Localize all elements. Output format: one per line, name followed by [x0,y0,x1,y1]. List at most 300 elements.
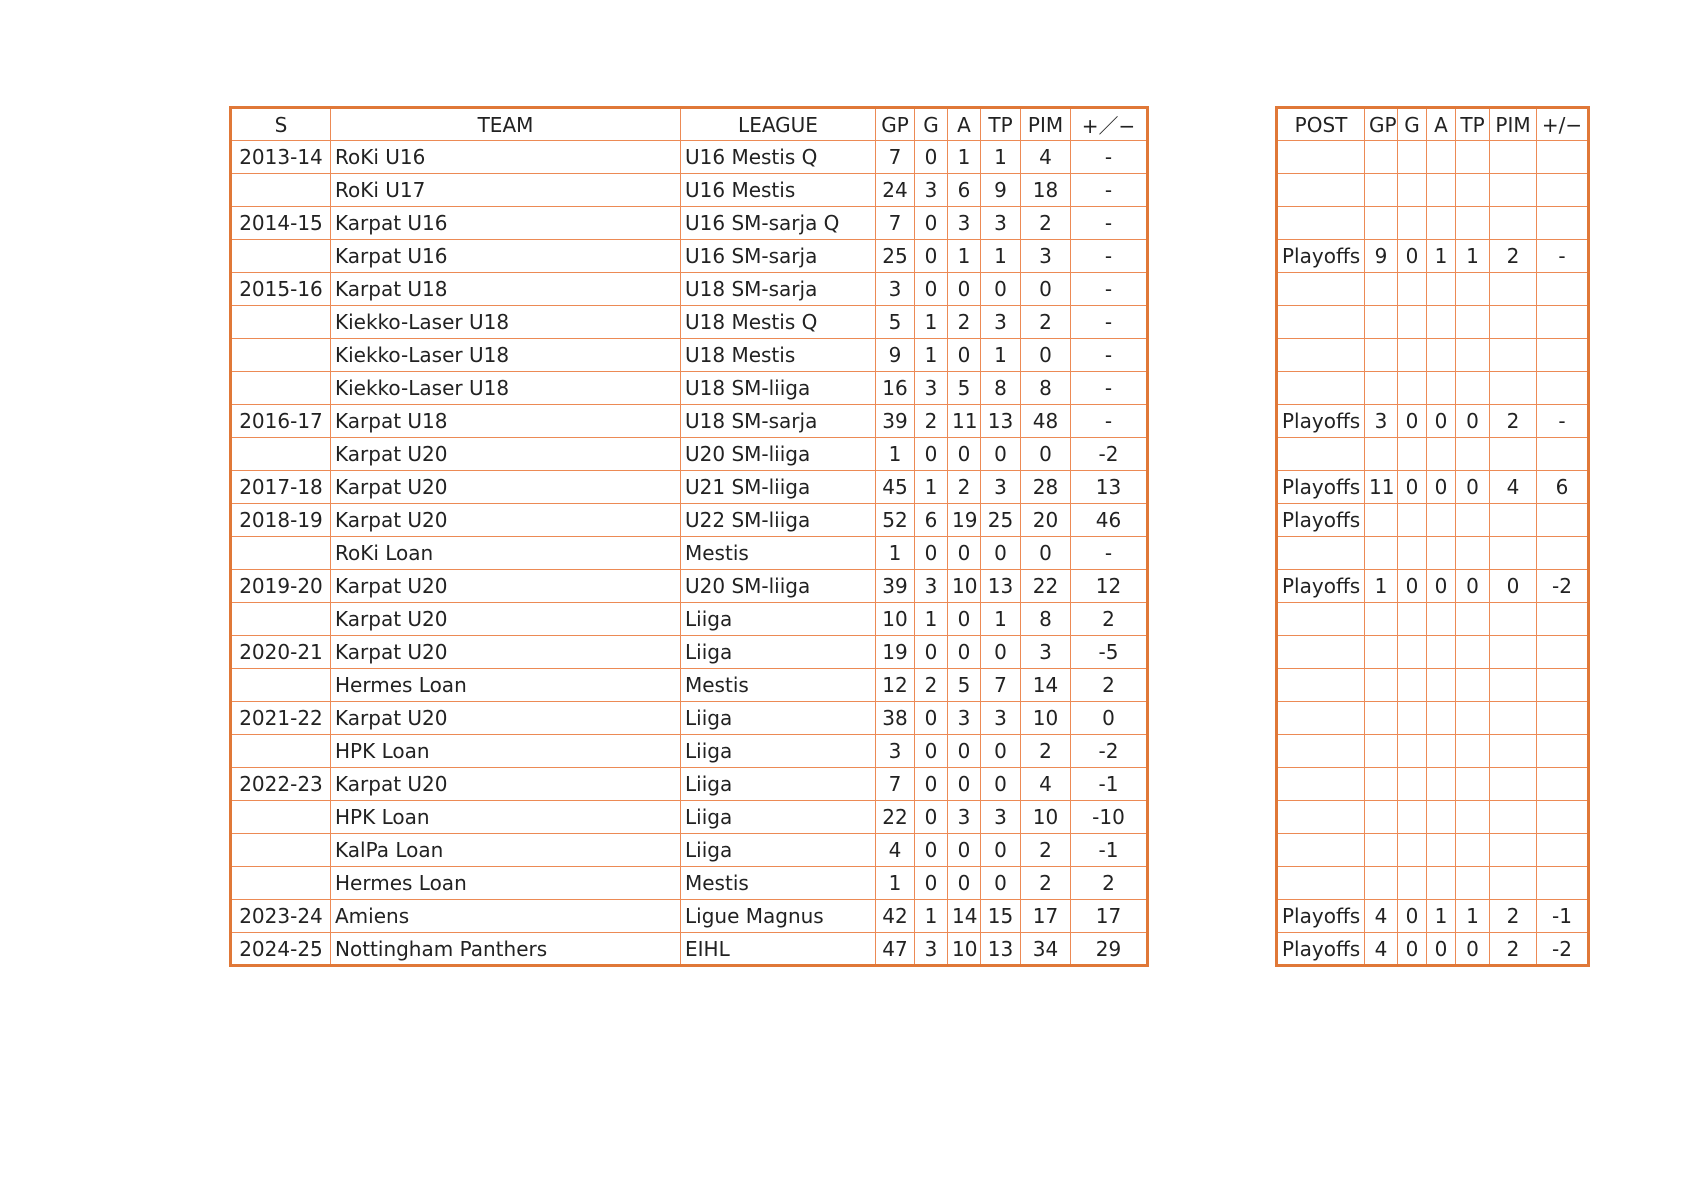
table-row [1277,174,1589,207]
cell-a [1427,735,1456,768]
cell-g: 0 [915,240,948,273]
cell-pim: 10 [1021,702,1071,735]
table-row [231,834,1148,867]
cell-s [231,669,331,702]
cell-pim: 3 [1021,636,1071,669]
cell-g: 0 [1398,900,1427,933]
cell-a: 5 [948,669,981,702]
cell-plus-minus: -10 [1071,801,1148,834]
cell-gp: 1 [876,438,915,471]
cell-pim: 0 [1021,273,1071,306]
cell-a [1427,636,1456,669]
cell-post [1277,537,1365,570]
cell-s [231,735,331,768]
postseason-table [1275,106,1590,967]
cell-gp [1365,306,1398,339]
cell-gp: 7 [876,141,915,174]
cell-tp [1456,669,1490,702]
cell-pim: 20 [1021,504,1071,537]
cell-team: Karpat U16 [331,207,681,240]
cell-tp: 0 [981,438,1021,471]
cell-tp: 9 [981,174,1021,207]
cell-gp [1365,735,1398,768]
cell-plus-minus [1537,174,1589,207]
cell-g [1398,339,1427,372]
cell-tp: 13 [981,933,1021,966]
cell-gp: 47 [876,933,915,966]
table-row [1277,768,1589,801]
cell-g: 1 [915,339,948,372]
cell-pim: 2 [1021,834,1071,867]
cell-a [1427,174,1456,207]
cell-post: Playoffs [1277,405,1365,438]
header-g: G [1398,108,1427,141]
table-row [231,306,1148,339]
cell-g [1398,504,1427,537]
table-row [1277,603,1589,636]
cell-s [231,867,331,900]
cell-plus-minus [1537,537,1589,570]
table-row [1277,801,1589,834]
cell-plus-minus: - [1071,273,1148,306]
cell-g [1398,273,1427,306]
cell-tp [1456,801,1490,834]
cell-s: 2018-19 [231,504,331,537]
cell-league: Mestis [681,867,876,900]
cell-pim: 34 [1021,933,1071,966]
cell-plus-minus [1537,141,1589,174]
cell-pim [1490,867,1537,900]
header-post: POST [1277,108,1365,141]
cell-g: 0 [1398,570,1427,603]
cell-post: Playoffs [1277,504,1365,537]
cell-pim: 2 [1490,405,1537,438]
table-row [231,207,1148,240]
cell-league: U18 SM-sarja [681,405,876,438]
cell-tp: 7 [981,669,1021,702]
cell-a: 0 [948,768,981,801]
table-row [1277,471,1589,504]
cell-pim [1490,801,1537,834]
table-row [1277,636,1589,669]
cell-team: KalPa Loan [331,834,681,867]
cell-a: 0 [1427,933,1456,966]
table-row [1277,273,1589,306]
table-row [1277,372,1589,405]
table-row [231,240,1148,273]
cell-post [1277,735,1365,768]
cell-post [1277,702,1365,735]
cell-gp [1365,273,1398,306]
cell-pim [1490,669,1537,702]
cell-a [1427,438,1456,471]
cell-s: 2019-20 [231,570,331,603]
cell-pim [1490,141,1537,174]
table-row [231,768,1148,801]
cell-league: U16 SM-sarja Q [681,207,876,240]
cell-gp: 25 [876,240,915,273]
cell-gp [1365,768,1398,801]
cell-tp [1456,207,1490,240]
cell-team: Karpat U20 [331,702,681,735]
cell-s [231,834,331,867]
table-row [231,867,1148,900]
cell-tp: 3 [981,207,1021,240]
cell-post [1277,834,1365,867]
cell-team: HPK Loan [331,735,681,768]
cell-a [1427,306,1456,339]
cell-league: U18 Mestis Q [681,306,876,339]
header-tp: TP [981,108,1021,141]
cell-post [1277,438,1365,471]
cell-tp [1456,702,1490,735]
cell-plus-minus: 12 [1071,570,1148,603]
cell-gp [1365,636,1398,669]
table-row [231,273,1148,306]
cell-tp: 0 [981,537,1021,570]
cell-plus-minus: 17 [1071,900,1148,933]
table-row [231,801,1148,834]
table-row [231,900,1148,933]
cell-g: 3 [915,933,948,966]
cell-pim: 0 [1021,339,1071,372]
cell-post [1277,207,1365,240]
cell-gp: 11 [1365,471,1398,504]
cell-g [1398,834,1427,867]
table-row [231,174,1148,207]
cell-tp: 0 [981,768,1021,801]
cell-gp [1365,504,1398,537]
cell-g: 3 [915,174,948,207]
cell-g: 6 [915,504,948,537]
cell-a [1427,141,1456,174]
cell-pim: 0 [1490,570,1537,603]
cell-tp: 8 [981,372,1021,405]
cell-s: 2022-23 [231,768,331,801]
cell-tp [1456,834,1490,867]
cell-tp [1456,306,1490,339]
cell-team: RoKi U16 [331,141,681,174]
cell-league: U16 Mestis [681,174,876,207]
table-row [1277,306,1589,339]
cell-team: Karpat U18 [331,273,681,306]
cell-pim [1490,504,1537,537]
cell-gp: 22 [876,801,915,834]
cell-plus-minus [1537,207,1589,240]
cell-g: 0 [915,735,948,768]
cell-league: U16 SM-sarja [681,240,876,273]
cell-league: Liiga [681,801,876,834]
table-row [1277,570,1589,603]
cell-tp [1456,372,1490,405]
cell-gp: 7 [876,207,915,240]
cell-a: 3 [948,207,981,240]
cell-g [1398,702,1427,735]
cell-a [1427,669,1456,702]
cell-a: 19 [948,504,981,537]
cell-a: 0 [948,273,981,306]
cell-g [1398,141,1427,174]
table-row [231,537,1148,570]
cell-pim [1490,372,1537,405]
cell-team: Amiens [331,900,681,933]
cell-plus-minus [1537,735,1589,768]
cell-g: 0 [915,834,948,867]
cell-plus-minus: -5 [1071,636,1148,669]
cell-g [1398,537,1427,570]
cell-g: 0 [915,273,948,306]
header-gp: GP [1365,108,1398,141]
cell-gp: 39 [876,405,915,438]
cell-g: 0 [915,141,948,174]
cell-a: 14 [948,900,981,933]
cell-a [1427,867,1456,900]
cell-team: Karpat U20 [331,768,681,801]
cell-league: U22 SM-liiga [681,504,876,537]
header-pim: PIM [1490,108,1537,141]
table-row [1277,537,1589,570]
cell-team: Karpat U20 [331,603,681,636]
cell-league: Mestis [681,669,876,702]
cell-s: 2013-14 [231,141,331,174]
cell-tp: 0 [1456,405,1490,438]
cell-g [1398,603,1427,636]
table-row [1277,735,1589,768]
cell-league: U20 SM-liiga [681,570,876,603]
cell-g: 2 [915,669,948,702]
cell-plus-minus: -2 [1071,735,1148,768]
cell-a: 1 [948,141,981,174]
cell-team: Karpat U20 [331,438,681,471]
cell-team: Nottingham Panthers [331,933,681,966]
cell-plus-minus [1537,834,1589,867]
cell-gp: 4 [876,834,915,867]
cell-a: 0 [948,537,981,570]
cell-plus-minus [1537,504,1589,537]
cell-post [1277,273,1365,306]
table-row [1277,405,1589,438]
cell-plus-minus [1537,372,1589,405]
cell-a: 2 [948,471,981,504]
cell-tp [1456,141,1490,174]
cell-tp: 0 [981,735,1021,768]
cell-gp [1365,141,1398,174]
cell-plus-minus [1537,306,1589,339]
cell-tp [1456,504,1490,537]
cell-g [1398,735,1427,768]
cell-gp: 1 [876,537,915,570]
cell-post [1277,603,1365,636]
cell-pim: 22 [1021,570,1071,603]
cell-tp: 3 [981,801,1021,834]
cell-pim [1490,306,1537,339]
cell-post [1277,669,1365,702]
cell-league: U18 Mestis [681,339,876,372]
cell-a [1427,801,1456,834]
table-row [231,702,1148,735]
cell-a: 0 [948,438,981,471]
cell-team: Karpat U20 [331,570,681,603]
cell-tp: 0 [981,867,1021,900]
cell-tp: 25 [981,504,1021,537]
cell-pim: 2 [1021,867,1071,900]
cell-gp: 7 [876,768,915,801]
header-league: LEAGUE [681,108,876,141]
header-plus-minus: +/− [1537,108,1589,141]
cell-post: Playoffs [1277,933,1365,966]
cell-pim [1490,603,1537,636]
cell-gp: 45 [876,471,915,504]
cell-pim: 48 [1021,405,1071,438]
table-row [1277,669,1589,702]
cell-gp: 3 [876,273,915,306]
cell-post [1277,141,1365,174]
regular-season-table [229,106,1149,967]
table-row [1277,933,1589,966]
cell-pim: 4 [1021,141,1071,174]
cell-g: 0 [1398,240,1427,273]
cell-s [231,174,331,207]
cell-plus-minus: -1 [1071,834,1148,867]
cell-league: Mestis [681,537,876,570]
cell-team: RoKi U17 [331,174,681,207]
cell-g [1398,306,1427,339]
cell-tp: 1 [981,603,1021,636]
cell-league: Liiga [681,768,876,801]
cell-team: Hermes Loan [331,669,681,702]
cell-a: 5 [948,372,981,405]
table-row [231,141,1148,174]
cell-a: 3 [948,702,981,735]
cell-post [1277,372,1365,405]
header-tp: TP [1456,108,1490,141]
cell-a: 0 [1427,405,1456,438]
cell-pim [1490,273,1537,306]
cell-league: EIHL [681,933,876,966]
cell-tp: 15 [981,900,1021,933]
table-row [231,471,1148,504]
cell-pim: 0 [1021,438,1071,471]
cell-a: 0 [948,735,981,768]
cell-tp [1456,273,1490,306]
cell-plus-minus: - [1071,240,1148,273]
cell-s: 2021-22 [231,702,331,735]
cell-plus-minus [1537,768,1589,801]
cell-s [231,801,331,834]
cell-g: 0 [915,867,948,900]
cell-tp [1456,867,1490,900]
cell-gp: 12 [876,669,915,702]
cell-s [231,306,331,339]
table-row [1277,900,1589,933]
cell-pim: 28 [1021,471,1071,504]
header-gp: GP [876,108,915,141]
cell-a: 1 [1427,900,1456,933]
cell-league: Liiga [681,603,876,636]
cell-a [1427,339,1456,372]
header-pim: PIM [1021,108,1071,141]
cell-g [1398,669,1427,702]
cell-a: 0 [948,636,981,669]
cell-tp: 0 [1456,933,1490,966]
cell-tp: 1 [981,339,1021,372]
cell-team: RoKi Loan [331,537,681,570]
table-row [1277,240,1589,273]
cell-a: 6 [948,174,981,207]
cell-a: 11 [948,405,981,438]
cell-plus-minus [1537,867,1589,900]
cell-plus-minus: -2 [1537,933,1589,966]
cell-a: 10 [948,570,981,603]
cell-a: 1 [948,240,981,273]
cell-gp: 4 [1365,933,1398,966]
cell-g [1398,372,1427,405]
table-row [1277,141,1589,174]
cell-plus-minus [1537,273,1589,306]
cell-team: Karpat U20 [331,471,681,504]
cell-tp: 1 [981,141,1021,174]
cell-league: Ligue Magnus [681,900,876,933]
cell-pim [1490,339,1537,372]
table-row [231,570,1148,603]
cell-league: Liiga [681,702,876,735]
cell-post [1277,174,1365,207]
cell-team: Karpat U18 [331,405,681,438]
table-row [231,636,1148,669]
cell-post [1277,768,1365,801]
cell-pim [1490,834,1537,867]
cell-g [1398,867,1427,900]
cell-s: 2023-24 [231,900,331,933]
cell-plus-minus: 2 [1071,603,1148,636]
cell-a [1427,702,1456,735]
cell-plus-minus [1537,636,1589,669]
cell-s: 2015-16 [231,273,331,306]
cell-gp [1365,702,1398,735]
cell-tp: 1 [981,240,1021,273]
cell-pim [1490,207,1537,240]
header-a: A [1427,108,1456,141]
cell-g: 0 [915,636,948,669]
cell-a [1427,834,1456,867]
header-row [231,108,1148,141]
cell-g [1398,438,1427,471]
table-row [1277,834,1589,867]
cell-gp [1365,438,1398,471]
cell-tp: 1 [1456,900,1490,933]
cell-pim: 18 [1021,174,1071,207]
cell-pim: 10 [1021,801,1071,834]
cell-pim: 8 [1021,603,1071,636]
cell-plus-minus: - [1071,339,1148,372]
cell-pim [1490,636,1537,669]
table-row [231,735,1148,768]
cell-gp: 39 [876,570,915,603]
cell-league: Liiga [681,834,876,867]
cell-gp: 9 [1365,240,1398,273]
cell-gp [1365,669,1398,702]
cell-g [1398,636,1427,669]
cell-g: 0 [915,801,948,834]
header-team: TEAM [331,108,681,141]
cell-a [1427,207,1456,240]
cell-gp: 4 [1365,900,1398,933]
table-row [231,438,1148,471]
cell-g: 0 [915,768,948,801]
cell-plus-minus: - [1071,372,1148,405]
table-row [231,669,1148,702]
cell-a: 1 [1427,240,1456,273]
